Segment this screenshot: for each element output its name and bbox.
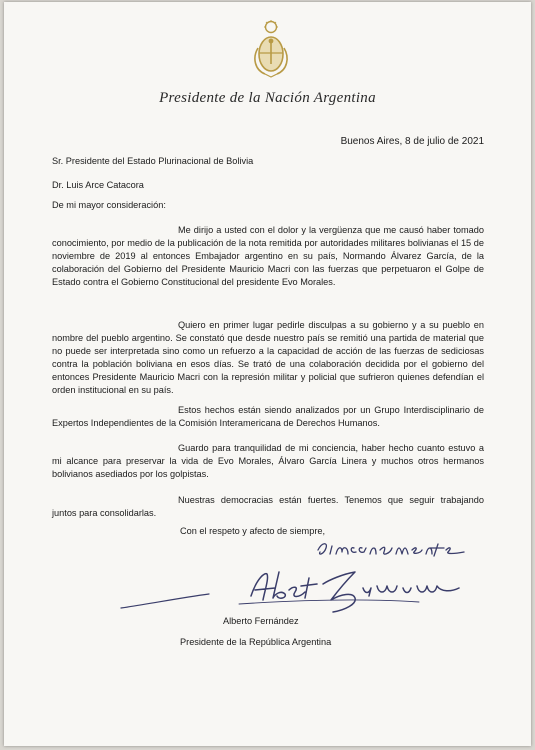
signer-name: Alberto Fernández: [223, 616, 299, 626]
recipient-title: Sr. Presidente del Estado Plurinacional de Bolivia: [52, 156, 254, 166]
body-paragraph-1: Me dirijo a usted con el dolor y la vergüenza que me causó haber tomado conocimiento, por medio de la publicación de la nota remitida por autoridades militares bolivianas el 15 de noviembre de 2019 al entonces Embajador argentino en su país, Normando Álvarez García, de la colaboración del Gobierno del Presidente Mauricio Macri con las fuerzas que perpetuaron el Golpe de Estado contra el Gobierno Constitucional del presidente Evo Morales.: [52, 225, 484, 287]
signer-title: Presidente de la República Argentina: [180, 637, 332, 647]
signature: [119, 564, 474, 616]
closing-line: Con el respeto y afecto de siempre,: [180, 526, 326, 536]
letter-date: Buenos Aires, 8 de julio de 2021: [340, 136, 484, 147]
body-paragraph-2: Quiero en primer lugar pedirle disculpas a su gobierno y a su pueblo en nombre del pueblo argentino. Se constató que desde nuestro país se remitió una partida de material que no puede ser interpretada sino como un refuerzo a la capacidad de acción de las fuerzas de sediciosas contra la población boliviana en esos días. Se trató de una colaboración decidida por el gobierno del entonces Presidente Mauricio Macri con la represión militar y policial que sufrieron quienes defendían el orden institucional en su país.: [52, 320, 484, 395]
body-paragraph-3: Estos hechos están siendo analizados por un Grupo Interdisciplinario de Expertos Independientes de la Comisión Interamericana de Derechos Humanos.: [52, 405, 484, 428]
argentine-coat-of-arms-icon: [251, 20, 291, 78]
letterhead-title: Presidente de la Nación Argentina: [159, 90, 376, 106]
salutation: De mi mayor consideración:: [52, 200, 166, 210]
handwritten-sincerely: [314, 532, 469, 562]
recipient-name: Dr. Luis Arce Catacora: [52, 180, 144, 190]
body-paragraph-4: Guardo para tranquilidad de mi conciencia, haber hecho cuanto estuvo a mi alcance para preservar la vida de Evo Morales, Álvaro García Linera y muchos otros hermanos bolivianos asediados por los golpistas.: [52, 443, 484, 479]
letter-page: [4, 2, 531, 746]
body-paragraph-5: Nuestras democracias están fuertes. Tenemos que seguir trabajando juntos para consolidarlas.: [52, 495, 484, 518]
